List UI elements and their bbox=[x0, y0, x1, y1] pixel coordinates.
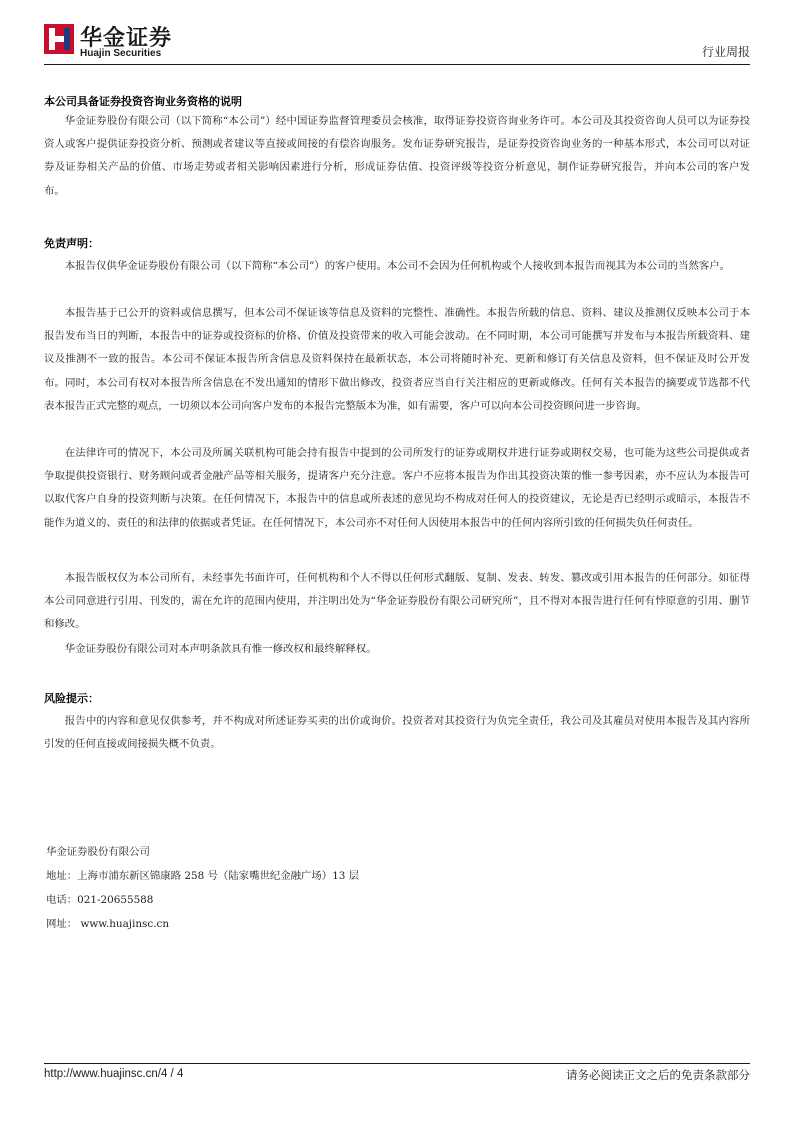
footer-notice: 请务必阅读正文之后的免责条款部分 bbox=[566, 1068, 750, 1082]
contact-address: 地址：上海市浦东新区锦康路 258 号（陆家嘴世纪金融广场）13 层 bbox=[46, 870, 360, 882]
footer-url-page[interactable]: http://www.huajinsc.cn/4 / 4 bbox=[44, 1068, 184, 1080]
disclaimer-paragraph-2: 本报告基于已公开的资料或信息撰写，但本公司不保证该等信息及资料的完整性、准确性。本报告所载的信息、资料、建议及推测仅反映本公司于本报告发布当日的判断，本报告中的证券或投资标的价格、价值及投资带来的收入可能会波动。在不同时期，本公司可能撰写并发布与本报告所载资料、建议及推测不一致的报告。本公司不保证本报告所含信息及资料保持在最新状态，本公司将随时补充、更新和修订有关信息及资料，但不保证及时公开发布。同时，本公司有权对本报告所含信息在不发出通知的情形下做出修改，投资者应当自行关注相应的更新或修改。任何有关本报告的摘要或节选都不代表本报告正式完整的观点，一切须以本公司向客户发布的本报告完整版本为准，如有需要，客户可以向本公司投资顾问进一步咨询。 bbox=[44, 307, 750, 412]
disclaimer-paragraph-4: 本报告版权仅为本公司所有，未经事先书面许可，任何机构和个人不得以任何形式翻版、复制、发表、转发、篡改或引用本报告的任何部分。如征得本公司同意进行引用、刊发的，需在允许的范围内使用，并注明出处为“华金证券股份有限公司研究所”，且不得对本报告进行任何有悖原意的引用、删节和修改。 bbox=[44, 572, 750, 631]
risk-paragraph: 报告中的内容和意见仅供参考，并不构成对所述证券买卖的出价或询价。投资者对其投资行为负完全责任，我公司及其雇员对使用本报告及其内容所引发的任何直接或间接损失概不负责。 bbox=[44, 715, 750, 751]
page-header bbox=[44, 22, 750, 65]
company-logo bbox=[44, 24, 184, 62]
qualification-title: 本公司具备证券投资咨询业务资格的说明 bbox=[44, 95, 242, 108]
contact-website: 网址： www.huajinsc.cn bbox=[46, 918, 170, 930]
logo-english-name: Huajin Securities bbox=[80, 48, 162, 59]
disclaimer-paragraph-5: 华金证券股份有限公司对本声明条款具有惟一修改权和最终解释权。 bbox=[64, 643, 377, 655]
logo-chinese-name: 华金证券 bbox=[80, 26, 173, 51]
contact-phone: 电话：021-20655588 bbox=[46, 894, 154, 906]
footer-divider bbox=[44, 1063, 750, 1064]
qualification-paragraph: 华金证券股份有限公司（以下简称“本公司”）经中国证券监督管理委员会核准，取得证券投资咨询业务许可。本公司及其投资咨询人员可以为证券投资人或客户提供证券投资分析、预测或者建议等直接或间接的有偿咨询服务。发布证券研究报告，是证券投资咨询业务的一种基本形式，本公司可以对证券及证券相关产品的价值、市场走势或者相关影响因素进行分析，形成证券估值、投资评级等投资分析意见，制作证券研究报告，并向本公司的客户发布。 bbox=[44, 115, 750, 197]
contact-company: 华金证券股份有限公司 bbox=[46, 846, 150, 858]
disclaimer-paragraph-3: 在法律许可的情况下，本公司及所属关联机构可能会持有报告中提到的公司所发行的证券或期权并进行证券或期权交易，也可能为这些公司提供或者争取提供投资银行、财务顾问或者金融产品等相关服务，提请客户充分注意。客户不应将本报告为作出其投资决策的惟一参考因素，亦不应认为本报告可以取代客户自身的投资判断与决策。在任何情况下，本报告中的信息或所表述的意见均不构成对任何人的投资建议，无论是否已经明示或暗示，本报告不能作为道义的、责任的和法律的依据或者凭证。在任何情况下，本公司亦不对任何人因使用本报告中的任何内容所引致的任何损失负任何责任。 bbox=[44, 447, 750, 529]
huajin-logo-icon bbox=[44, 24, 74, 54]
risk-title: 风险提示： bbox=[44, 692, 99, 705]
disclaimer-paragraph-1: 本报告仅供华金证券股份有限公司（以下简称“本公司”）的客户使用。本公司不会因为任何机构或个人接收到本报告而视其为本公司的当然客户。 bbox=[64, 260, 731, 272]
disclaimer-title: 免责声明： bbox=[44, 237, 99, 250]
report-type-label: 行业周报 bbox=[701, 45, 750, 59]
